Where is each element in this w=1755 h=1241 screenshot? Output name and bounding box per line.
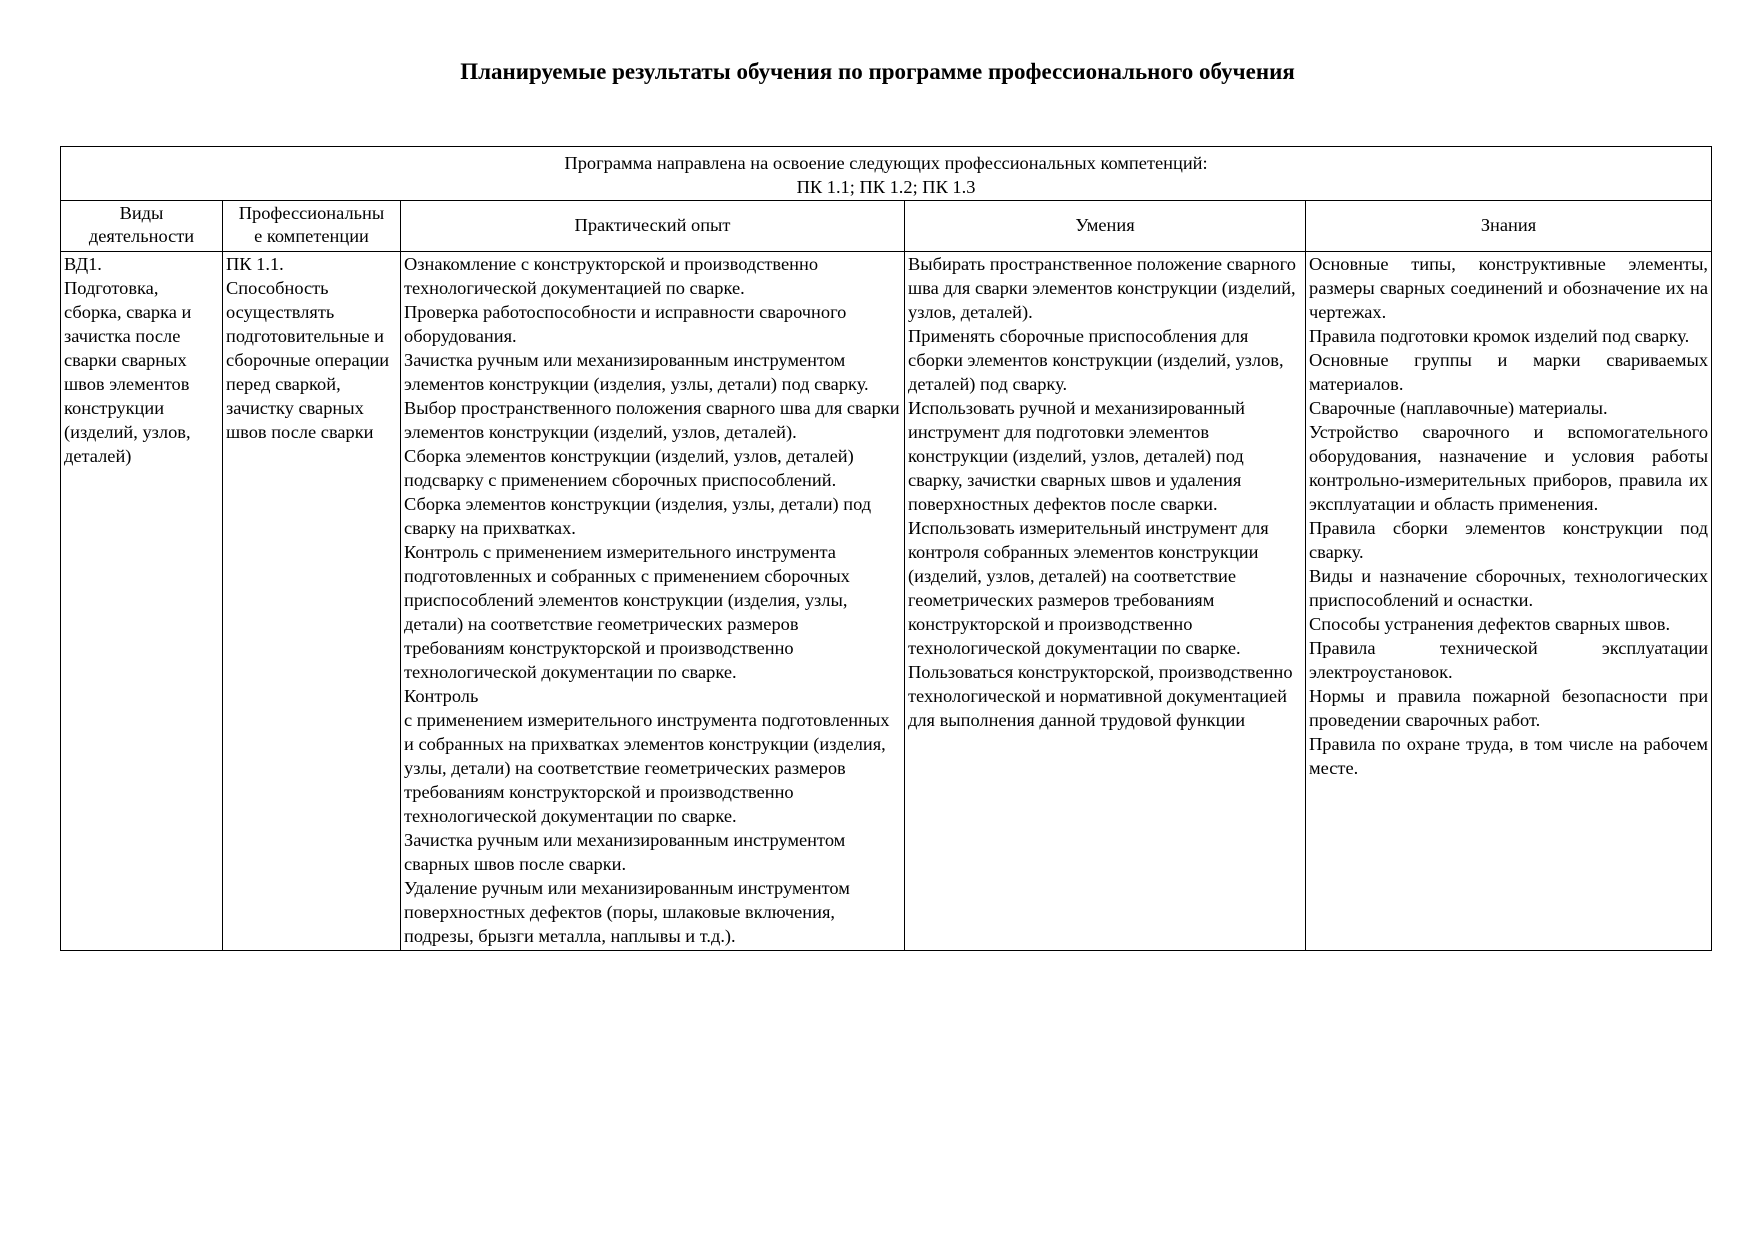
knowledge-item: Виды и назначение сборочных, технологических приспособлений и оснастки. <box>1309 566 1709 610</box>
header-row <box>61 201 1712 252</box>
intro-row <box>61 147 1712 201</box>
skill-item: Использовать измерительный инструмент для контроля собранных элементов конструкции (изделий, узлов, деталей) на соответствие геометрических размеров требованиям конструкторской и производственно технологической документации по сварке. <box>908 518 1269 658</box>
activity-cell <box>61 252 223 951</box>
practice-item: с применением измерительного инструмента подготовленных и собранных на прихватках элементов конструкции (изделия, узлы, детали) на соответствие геометрических размеров требованиям конструкторской и производственно технологической документации по сварке. <box>404 710 890 826</box>
activity-code: ВД1. <box>64 254 102 274</box>
competencies-list: ПК 1.1; ПК 1.2; ПК 1.3 <box>796 177 976 197</box>
header-competence-line1: Профессиональны <box>238 203 385 223</box>
knowledge-item: Способы устранения дефектов сварных швов. <box>1309 614 1671 634</box>
knowledge-item: Сварочные (наплавочные) материалы. <box>1309 398 1608 418</box>
learning-results-table <box>60 146 1712 951</box>
practice-item: Удаление ручным или механизированным инструментом поверхностных дефектов (поры, шлаковые включения, подрезы, брызги металла, наплывы и т.д.). <box>404 878 850 946</box>
header-competence-line2: е компетенции <box>254 226 369 246</box>
header-practical-experience: Практический опыт <box>401 201 905 252</box>
header-skills: Умения <box>905 201 1306 252</box>
competence-cell <box>223 252 401 951</box>
table-row <box>61 252 1712 951</box>
header-activity-line2: деятельности <box>88 226 195 246</box>
competencies-intro-cell <box>61 147 1712 201</box>
knowledge-item: Основные группы и марки свариваемых материалов. <box>1309 350 1709 394</box>
practice-item: Зачистка ручным или механизированным инструментом элементов конструкции (изделия, узлы, детали) под сварку. <box>404 350 869 394</box>
practice-cell <box>401 252 905 951</box>
practice-item: Выбор пространственного положения сварного шва для сварки элементов конструкции (изделий, узлов, деталей). <box>404 398 900 442</box>
practice-item: Проверка работоспособности и исправности сварочного оборудования. <box>404 302 847 346</box>
page-title: Планируемые результаты обучения по программе профессионального обучения <box>460 59 1295 84</box>
practice-item: Контроль с применением измерительного инструмента подготовленных и собранных с применением сборочных приспособлений элементов конструкции (изделия, узлы, детали) на соответствие геометрических размеров требованиям конструкторской и производственно технологической документации по сварке. <box>404 542 850 682</box>
practice-item: Сборка элементов конструкции (изделий, узлов, деталей) подсварку с применением сборочных приспособлений. <box>404 446 854 490</box>
knowledge-item: Основные типы, конструктивные элементы, размеры сварных соединений и обозначение их на чертежах. <box>1309 254 1709 322</box>
practice-item: Ознакомление с конструкторской и производственно технологической документацией по сварке. <box>404 254 819 298</box>
skill-item: Пользоваться конструкторской, производственно технологической и нормативной документацией для выполнения данной трудовой функции <box>908 662 1293 730</box>
knowledge-item: Правила по охране труда, в том числе на рабочем месте. <box>1309 734 1709 778</box>
activity-description: Подготовка, сборка, сварка и зачистка после сварки сварных швов элементов конструкции (изделий, узлов, деталей) <box>64 278 192 466</box>
practice-item: Сборка элементов конструкции (изделия, узлы, детали) под сварку на прихватках. <box>404 494 872 538</box>
skill-item: Выбирать пространственное положение сварного шва для сварки элементов конструкции (изделий, узлов, деталей). <box>908 254 1296 322</box>
competencies-intro-text: Программа направлена на освоение следующих профессиональных компетенций: <box>564 153 1208 173</box>
skills-cell <box>905 252 1306 951</box>
header-knowledge: Знания <box>1306 201 1712 252</box>
header-activity-line1: Виды <box>119 203 164 223</box>
competence-code: ПК 1.1. <box>226 254 284 274</box>
knowledge-item: Правила подготовки кромок изделий под сварку. <box>1309 326 1690 346</box>
skill-item: Использовать ручной и механизированный инструмент для подготовки элементов конструкции (изделий, узлов, деталей) под сварку, зачистки сварных швов и удаления поверхностных дефектов после сварки. <box>908 398 1245 514</box>
knowledge-item: Правила технической эксплуатации электроустановок. <box>1309 638 1709 682</box>
practice-item: Зачистка ручным или механизированным инструментом сварных швов после сварки. <box>404 830 846 874</box>
knowledge-item: Нормы и правила пожарной безопасности при проведении сварочных работ. <box>1309 686 1709 730</box>
header-activity-types <box>61 201 223 252</box>
knowledge-item: Правила сборки элементов конструкции под сварку. <box>1309 518 1709 562</box>
skill-item: Применять сборочные приспособления для сборки элементов конструкции (изделий, узлов, деталей) под сварку. <box>908 326 1284 394</box>
competence-description: Способность осуществлять подготовительные и сборочные операции перед сваркой, зачистку сварных швов после сварки <box>226 278 390 442</box>
knowledge-item: Устройство сварочного и вспомогательного оборудования, назначение и условия работы контрольно-измерительных приборов, правила их эксплуатации и область применения. <box>1309 422 1709 514</box>
header-professional-competencies <box>223 201 401 252</box>
knowledge-cell <box>1306 252 1712 951</box>
practice-item: Контроль <box>404 686 479 706</box>
